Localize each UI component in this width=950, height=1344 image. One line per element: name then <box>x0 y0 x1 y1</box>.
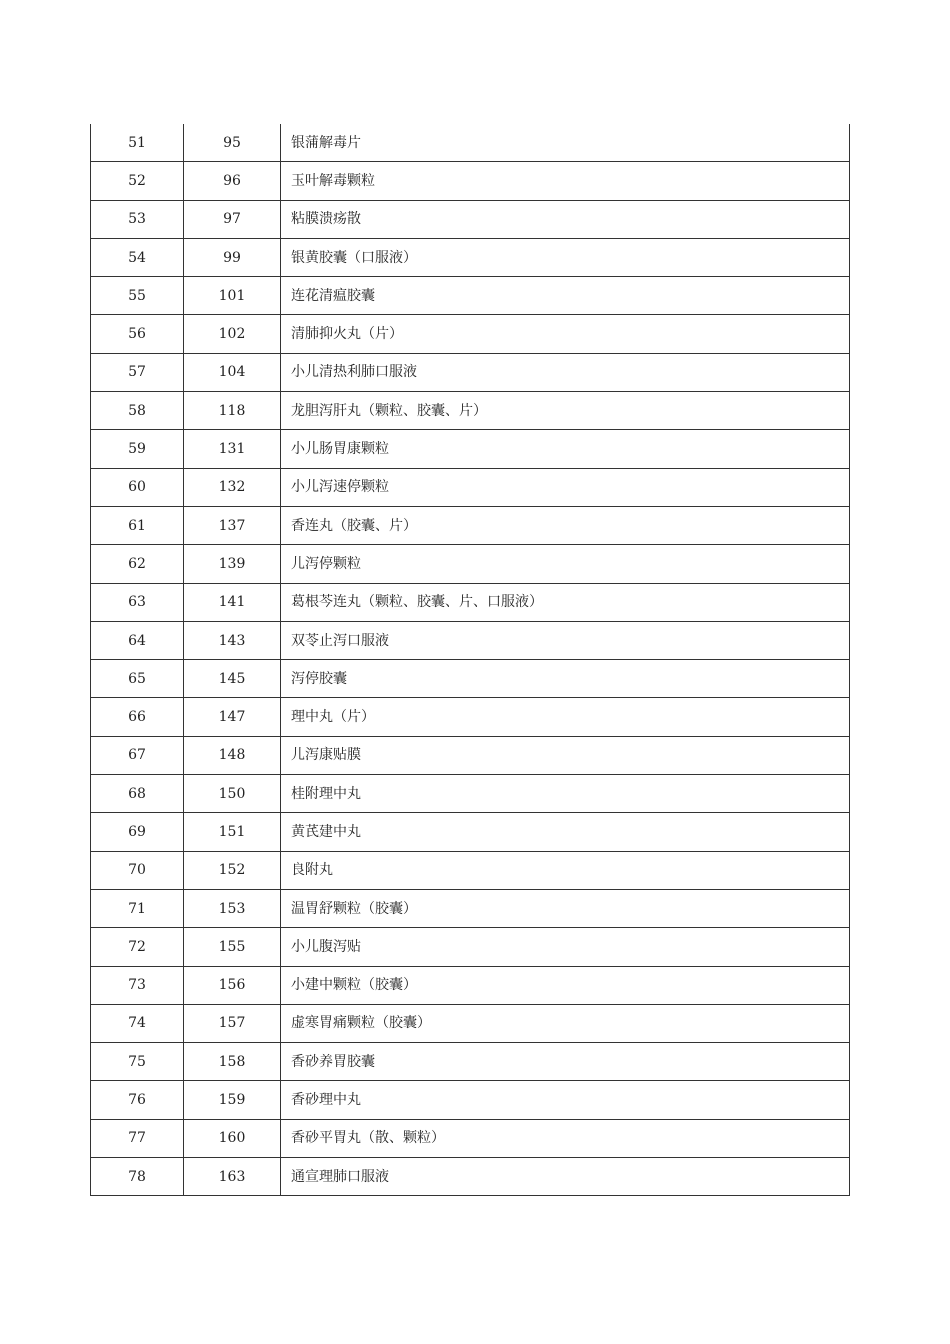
serial-number-cell: 64 <box>91 621 184 659</box>
catalog-number-cell: 101 <box>184 277 281 315</box>
table-row <box>91 430 850 468</box>
catalog-number-cell: 102 <box>184 315 281 353</box>
table-row <box>91 200 850 238</box>
table-row <box>91 1119 850 1157</box>
medicine-name-cell: 小儿泻速停颗粒 <box>281 468 850 506</box>
serial-number-cell: 76 <box>91 1081 184 1119</box>
medicine-name-cell: 香砂理中丸 <box>281 1081 850 1119</box>
medicine-name-cell: 玉叶解毒颗粒 <box>281 162 850 200</box>
medicine-name-cell: 葛根芩连丸（颗粒、胶囊、片、口服液） <box>281 583 850 621</box>
serial-number-cell: 77 <box>91 1119 184 1157</box>
catalog-number-cell: 160 <box>184 1119 281 1157</box>
table-row <box>91 736 850 774</box>
serial-number-cell: 72 <box>91 928 184 966</box>
medicine-name-cell: 连花清瘟胶囊 <box>281 277 850 315</box>
medicine-name-cell: 理中丸（片） <box>281 698 850 736</box>
serial-number-cell: 69 <box>91 813 184 851</box>
table-row <box>91 162 850 200</box>
table-row <box>91 124 850 162</box>
table-row <box>91 277 850 315</box>
serial-number-cell: 55 <box>91 277 184 315</box>
table-row <box>91 583 850 621</box>
table-row <box>91 813 850 851</box>
catalog-number-cell: 151 <box>184 813 281 851</box>
catalog-number-cell: 159 <box>184 1081 281 1119</box>
catalog-number-cell: 139 <box>184 545 281 583</box>
catalog-number-cell: 96 <box>184 162 281 200</box>
table-row <box>91 660 850 698</box>
catalog-number-cell: 153 <box>184 889 281 927</box>
catalog-number-cell: 104 <box>184 353 281 391</box>
table-row <box>91 698 850 736</box>
serial-number-cell: 58 <box>91 392 184 430</box>
medicine-name-cell: 小儿肠胃康颗粒 <box>281 430 850 468</box>
medicine-name-cell: 儿泻停颗粒 <box>281 545 850 583</box>
serial-number-cell: 63 <box>91 583 184 621</box>
table-row <box>91 506 850 544</box>
table-body <box>91 124 850 1196</box>
medicine-name-cell: 通宣理肺口服液 <box>281 1158 850 1196</box>
serial-number-cell: 52 <box>91 162 184 200</box>
table-row <box>91 392 850 430</box>
medicine-name-cell: 龙胆泻肝丸（颗粒、胶囊、片） <box>281 392 850 430</box>
medicine-name-cell: 香连丸（胶囊、片） <box>281 506 850 544</box>
table-row <box>91 315 850 353</box>
table-row <box>91 238 850 276</box>
table-row <box>91 928 850 966</box>
catalog-number-cell: 95 <box>184 124 281 162</box>
table-row <box>91 621 850 659</box>
catalog-number-cell: 156 <box>184 966 281 1004</box>
medicine-name-cell: 小儿清热利肺口服液 <box>281 353 850 391</box>
medicine-name-cell: 虚寒胃痛颗粒（胶囊） <box>281 1004 850 1042</box>
table-row <box>91 545 850 583</box>
serial-number-cell: 57 <box>91 353 184 391</box>
medicine-name-cell: 黄芪建中丸 <box>281 813 850 851</box>
medicine-name-cell: 儿泻康贴膜 <box>281 736 850 774</box>
catalog-number-cell: 132 <box>184 468 281 506</box>
medicine-list-table <box>90 124 850 1196</box>
serial-number-cell: 65 <box>91 660 184 698</box>
table-row <box>91 966 850 1004</box>
medicine-name-cell: 清肺抑火丸（片） <box>281 315 850 353</box>
catalog-number-cell: 131 <box>184 430 281 468</box>
serial-number-cell: 67 <box>91 736 184 774</box>
table-row <box>91 1004 850 1042</box>
catalog-number-cell: 141 <box>184 583 281 621</box>
medicine-name-cell: 温胃舒颗粒（胶囊） <box>281 889 850 927</box>
serial-number-cell: 62 <box>91 545 184 583</box>
table-row <box>91 1081 850 1119</box>
serial-number-cell: 59 <box>91 430 184 468</box>
medicine-name-cell: 双苓止泻口服液 <box>281 621 850 659</box>
catalog-number-cell: 145 <box>184 660 281 698</box>
medicine-name-cell: 良附丸 <box>281 851 850 889</box>
serial-number-cell: 70 <box>91 851 184 889</box>
catalog-number-cell: 143 <box>184 621 281 659</box>
catalog-number-cell: 155 <box>184 928 281 966</box>
catalog-number-cell: 150 <box>184 775 281 813</box>
table-row <box>91 889 850 927</box>
table-row <box>91 353 850 391</box>
catalog-number-cell: 137 <box>184 506 281 544</box>
catalog-number-cell: 158 <box>184 1043 281 1081</box>
table-row <box>91 1158 850 1196</box>
medicine-name-cell: 小建中颗粒（胶囊） <box>281 966 850 1004</box>
catalog-number-cell: 152 <box>184 851 281 889</box>
serial-number-cell: 56 <box>91 315 184 353</box>
serial-number-cell: 74 <box>91 1004 184 1042</box>
medicine-name-cell: 香砂养胃胶囊 <box>281 1043 850 1081</box>
serial-number-cell: 75 <box>91 1043 184 1081</box>
catalog-number-cell: 118 <box>184 392 281 430</box>
medicine-name-cell: 小儿腹泻贴 <box>281 928 850 966</box>
medicine-name-cell: 泻停胶囊 <box>281 660 850 698</box>
catalog-number-cell: 99 <box>184 238 281 276</box>
catalog-number-cell: 157 <box>184 1004 281 1042</box>
serial-number-cell: 54 <box>91 238 184 276</box>
serial-number-cell: 61 <box>91 506 184 544</box>
medicine-name-cell: 桂附理中丸 <box>281 775 850 813</box>
table-row <box>91 1043 850 1081</box>
medicine-name-cell: 银蒲解毒片 <box>281 124 850 162</box>
table-row <box>91 775 850 813</box>
serial-number-cell: 73 <box>91 966 184 1004</box>
serial-number-cell: 53 <box>91 200 184 238</box>
medicine-name-cell: 香砂平胃丸（散、颗粒） <box>281 1119 850 1157</box>
table-row <box>91 468 850 506</box>
serial-number-cell: 51 <box>91 124 184 162</box>
catalog-number-cell: 148 <box>184 736 281 774</box>
table-row <box>91 851 850 889</box>
catalog-number-cell: 163 <box>184 1158 281 1196</box>
medicine-name-cell: 粘膜溃疡散 <box>281 200 850 238</box>
catalog-number-cell: 147 <box>184 698 281 736</box>
serial-number-cell: 78 <box>91 1158 184 1196</box>
serial-number-cell: 66 <box>91 698 184 736</box>
serial-number-cell: 71 <box>91 889 184 927</box>
serial-number-cell: 60 <box>91 468 184 506</box>
medicine-name-cell: 银黄胶囊（口服液） <box>281 238 850 276</box>
serial-number-cell: 68 <box>91 775 184 813</box>
catalog-number-cell: 97 <box>184 200 281 238</box>
